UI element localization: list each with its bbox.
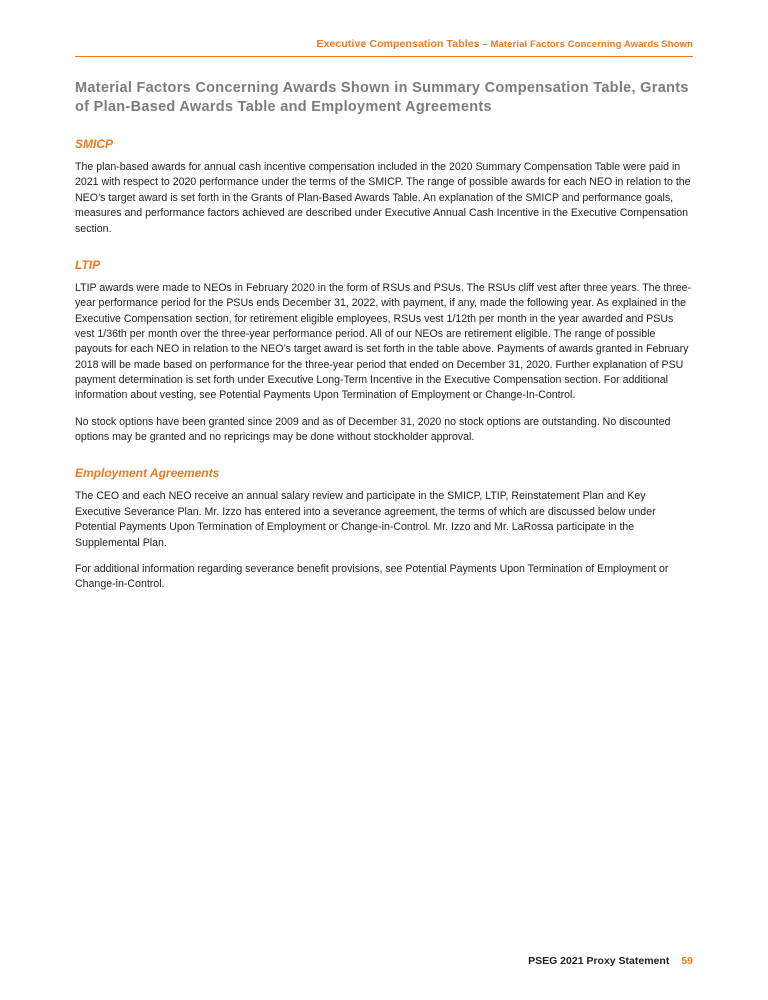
- page-content: [75, 38, 693, 604]
- paragraph: No stock options have been granted since 2009 and as of December 31, 2020 no stock options are outstanding. No discounted options may be granted and no repricings may be done without stockholder approval.: [75, 415, 671, 444]
- section-heading-employment-agreements: Employment Agreements: [75, 466, 220, 481]
- page-title: Material Factors Concerning Awards Shown in Summary Compensation Table, Grants of Plan-Based Awards Table and Employment Agreements: [75, 80, 689, 115]
- footer-label: PSEG 2021 Proxy Statement: [528, 955, 670, 967]
- paragraph: For additional information regarding severance benefit provisions, see Potential Payments Upon Termination of Employment or Change-in-Control.: [75, 562, 669, 591]
- section-heading-smicp: SMICP: [75, 137, 114, 152]
- footer-page-number: 59: [681, 955, 693, 967]
- paragraph: The CEO and each NEO receive an annual salary review and participate in the SMICP, LTIP, Reinstatement Plan and Key Executive Severance Plan. Mr. Izzo has entered into a severance agreement, the terms of which are discussed below under Potential Payments Upon Termination of Employment or Change-in-Control. Mr. Izzo and Mr. LaRossa participate in the Supplemental Plan.: [75, 490, 656, 549]
- paragraph: The plan-based awards for annual cash incentive compensation included in the 2020 Summary Compensation Table were paid in 2021 with respect to 2020 performance under the terms of the SMICP. The range of possible awards for each NEO in relation to the NEO’s target award is set forth in the Grants of Plan-Based Awards Table. An explanation of the SMICP and performance goals, measures and performance factors achieved are described under Executive Annual Cash Incentive in the Executive Compensation section.: [75, 161, 691, 235]
- running-header: [75, 38, 693, 57]
- section-heading-ltip: LTIP: [75, 257, 101, 272]
- section-employment-agreements: [75, 466, 693, 592]
- paragraph: LTIP awards were made to NEOs in February 2020 in the form of RSUs and PSUs. The RSUs cliff vest after three years. The three-year performance period for the PSUs ends December 31, 2022, with payment, if any, made the following year. As explained in the Executive Compensation section, for retirement eligible employees, RSUs vest 1/12th per month in the year awarded and PSUs vest 1/36th per month over the three-year performance period. All of our NEOs are retirement eligible. The range of possible payouts for each NEO in relation to the NEO’s target award is set forth in the table above. Payments of awards granted in February 2018 will be made based on performance for the three-year period that ended on December 31, 2020. Further explanation of PSU payment determination is set forth under Executive Long-Term Incentive in the Executive Compensation section. For additional information about vesting, see Potential Payments Upon Termination of Employment or Change-In-Control.: [75, 281, 692, 402]
- running-header-subsection-title: – Material Factors Concerning Awards Shown: [479, 39, 693, 50]
- page-footer: [528, 955, 693, 967]
- section-smicp: [75, 137, 693, 237]
- running-header-section-title: Executive Compensation Tables: [316, 38, 480, 50]
- section-ltip: [75, 258, 693, 446]
